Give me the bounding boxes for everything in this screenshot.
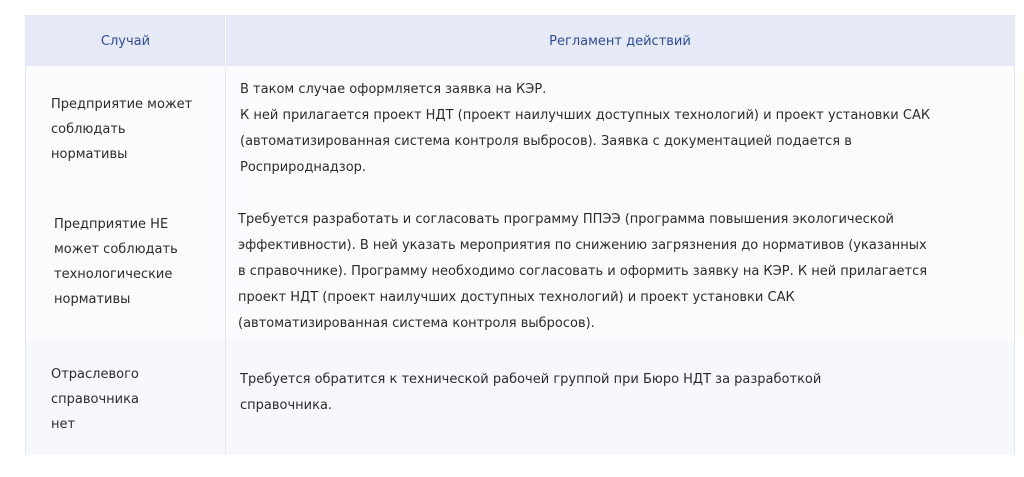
rule-cell (226, 198, 1014, 340)
table-row (26, 340, 1014, 455)
case-text: Предприятие НЕ может соблюдать технологические нормативы (54, 217, 178, 307)
rule-cell (226, 66, 1014, 198)
header-case: Случай (26, 16, 226, 66)
table-row (26, 66, 1014, 199)
case-text: Отраслевого справочника нет (51, 367, 139, 432)
case-text: Предприятие может соблюдать нормативы (51, 97, 193, 162)
header-rule: Регламент действий (549, 33, 691, 49)
case-cell (26, 198, 226, 340)
case-cell (26, 340, 226, 455)
table-row (26, 198, 1014, 341)
rule-text: В таком случае оформляется заявка на КЭР. К ней прилагается проект НДТ (проект наилучших доступных технологий) и проект установки САК (автоматизированная система контроля выбросов). Заявка с документацией подается в Росприроднадзор. (240, 82, 931, 175)
case-cell (26, 66, 226, 198)
rule-cell (226, 340, 1014, 455)
table-header (26, 16, 1014, 66)
rule-text: Требуется обратится к технической рабочей группой при Бюро НДТ за разработкой справочника. (240, 372, 822, 413)
rule-text: Требуется разработать и согласовать программу ППЭЭ (программа повышения экологической эффективности). В ней указать мероприятия по снижению загрязнения до нормативов (указанных в справочнике). Программу необходимо согласовать и оформить заявку на КЭР. К ней прилагается проект НДТ (проект наилучших доступных технологий) и проект установки САК (автоматизированная система контроля выбросов). (238, 212, 928, 331)
regulations-table (25, 15, 1015, 455)
